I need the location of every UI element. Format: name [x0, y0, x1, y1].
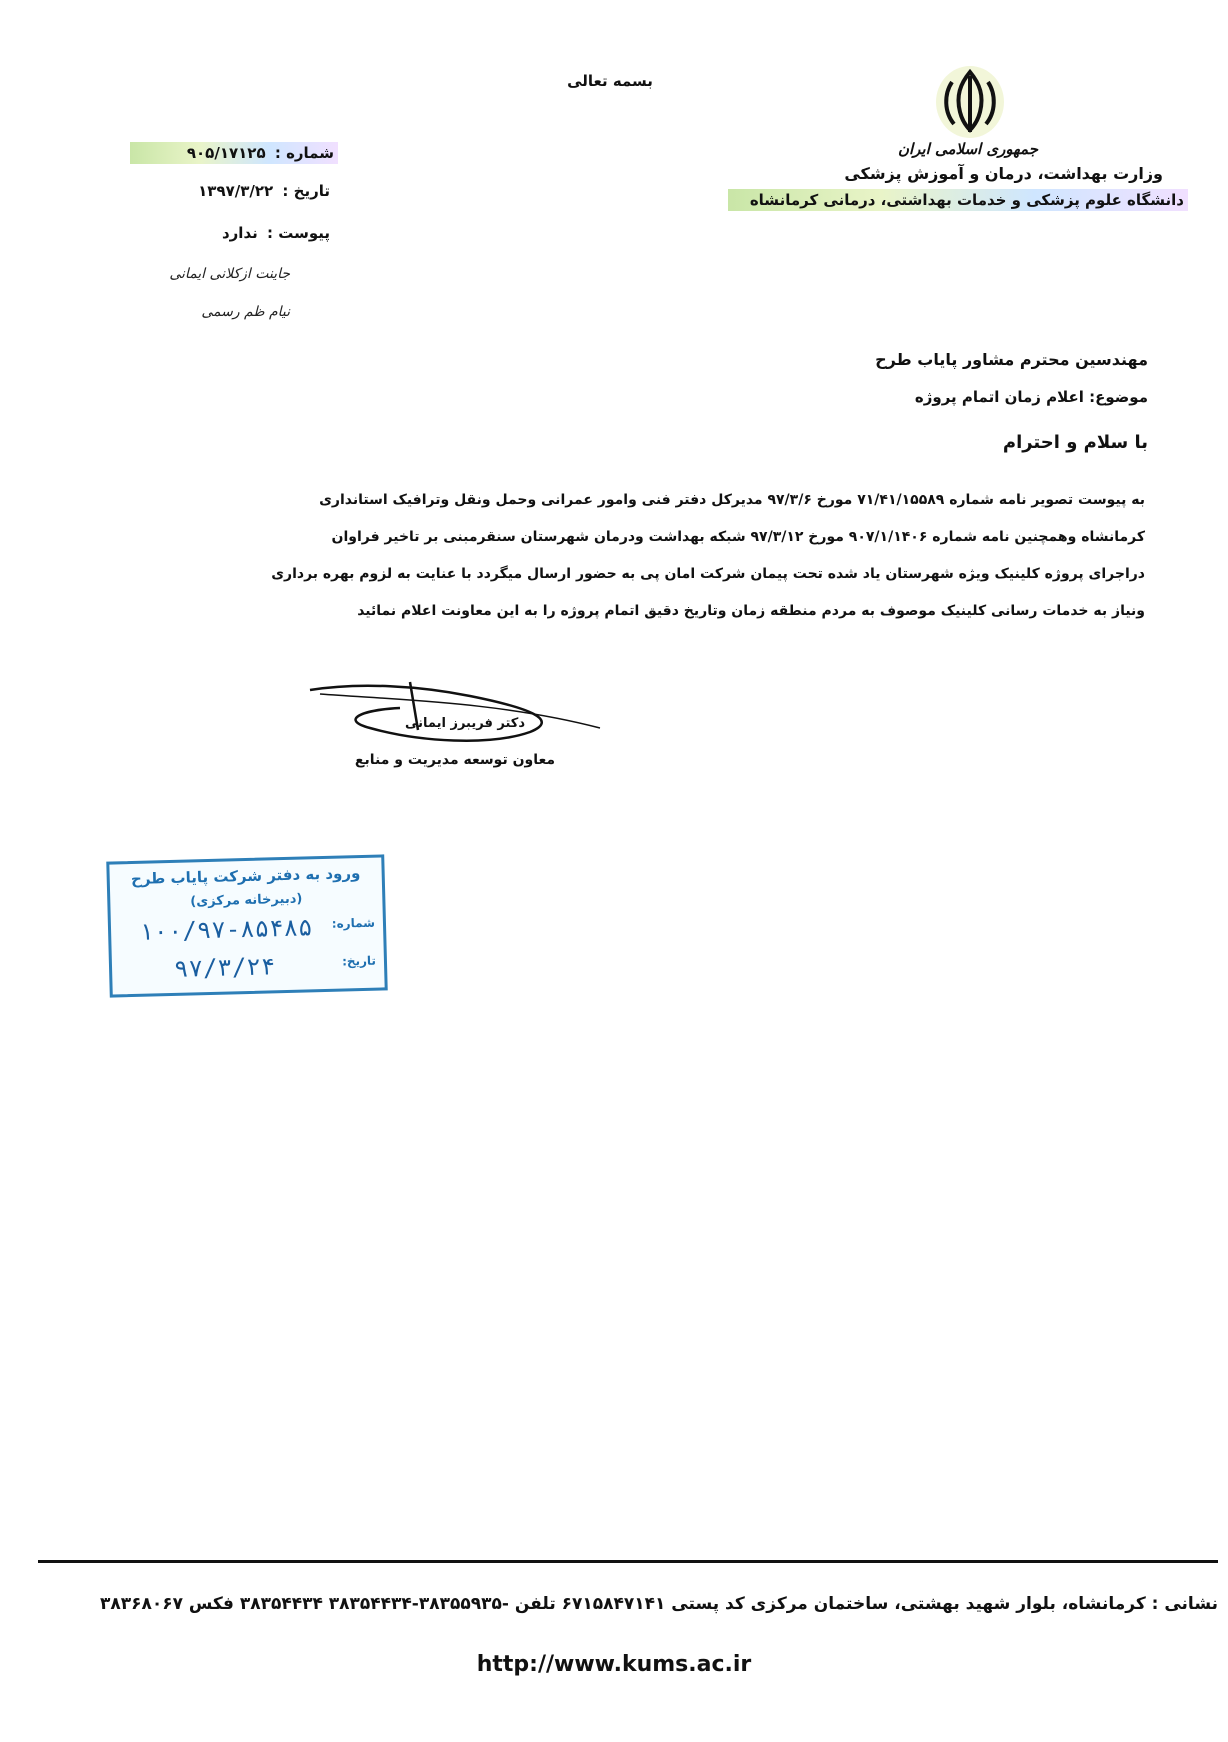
body-line: ونیاز به خدمات رسانی کلینیک موصوف به مردم منطقه زمان وتاریخ دقیق اتمام پروژه را به این معاونت اعلام نمائید [357, 603, 1145, 619]
ministry-line: وزارت بهداشت، درمان و آموزش پزشکی [844, 164, 1163, 183]
stamp-date-label: تاریخ: [341, 953, 377, 969]
letter-attachment-value: ندارد [221, 224, 258, 242]
letter-number-label: شماره : [274, 144, 334, 162]
handwritten-note-line2: نیام ظم رسمی [201, 304, 290, 320]
letter-date-value: ۱۳۹۷/۳/۲۲ [198, 182, 274, 200]
iran-emblem-icon [930, 62, 1010, 142]
letter-date [130, 182, 330, 200]
letter-body [130, 482, 1145, 630]
stamp-date-value: ۹۷/۳/۲۴ [173, 952, 276, 983]
stamp-number-value: ۱۰۰/۹۷-۸۵۴۸۵ [138, 913, 313, 946]
issuer-block [728, 140, 1188, 211]
received-stamp [106, 854, 387, 997]
bismillah-heading: بسمه تعالی [567, 72, 653, 90]
greeting-line: با سلام و احترام [1002, 432, 1148, 453]
footer-divider [38, 1560, 1218, 1563]
stamp-subtitle: (دبیرخانه مرکزی) [190, 891, 303, 910]
letter-attachment [130, 224, 330, 242]
body-line: دراجرای پروژه کلینیک ویژه شهرستان یاد شده تحت پیمان شرکت امان پی به حضور ارسال میگردد با عنایت به لزوم بهره برداری [271, 566, 1145, 582]
letter-number [130, 142, 338, 164]
body-line: به پیوست تصویر نامه شماره ۷۱/۴۱/۱۵۵۸۹ مورخ ۹۷/۳/۶ مدیرکل دفتر فنی وامور عمرانی وحمل ونقل وترافیک استانداری [319, 492, 1145, 508]
subject-line [915, 388, 1148, 406]
body-line: کرمانشاه وهمچنین نامه شماره ۹۰۷/۱/۱۴۰۶ مورخ ۹۷/۳/۱۲ شبکه بهداشت ودرمان شهرستان سنقرمبنی بر تاخیر فراوان [331, 529, 1145, 545]
stamp-number-label: شماره: [331, 915, 376, 931]
footer-address: نشانی : کرمانشاه، بلوار شهید بهشتی، ساختمان مرکزی کد پستی ۶۷۱۵۸۴۷۱۴۱ تلفن -۳۸۳۵۵۹۳۵-۳۸۳۵۴۴۳۴ ۳۸۳۵۴۴۳۴ فکس ۳۸۳۶۸۰۶۷ [99, 1594, 1218, 1614]
signer-name: دکتر فریبرز ایمانی [404, 716, 525, 731]
subject-label: موضوع: [1089, 388, 1148, 406]
university-line: دانشگاه علوم پزشکی و خدمات بهداشتی، درمانی کرمانشاه [728, 189, 1188, 211]
stamp-title: ورود به دفتر شرکت پایاب طرح [130, 864, 361, 889]
subject-text: اعلام زمان اتمام پروژه [914, 388, 1084, 406]
letter-date-label: تاریخ : [282, 182, 330, 200]
handwritten-note-line1: جاینت ازکلانی ایمانی [169, 266, 290, 282]
letter-number-value: ۹۰۵/۱۷۱۲۵ [186, 144, 266, 162]
signer-title: معاون توسعه مدیریت و منابع [354, 752, 556, 768]
recipient-line: مهندسین محترم مشاور پایاب طرح [875, 350, 1148, 369]
footer-website: http://www.kums.ac.ir [476, 1652, 752, 1677]
letter-attachment-label: پیوست : [266, 224, 330, 242]
republic-line: جمهوری اسلامی ایران [897, 140, 1038, 158]
